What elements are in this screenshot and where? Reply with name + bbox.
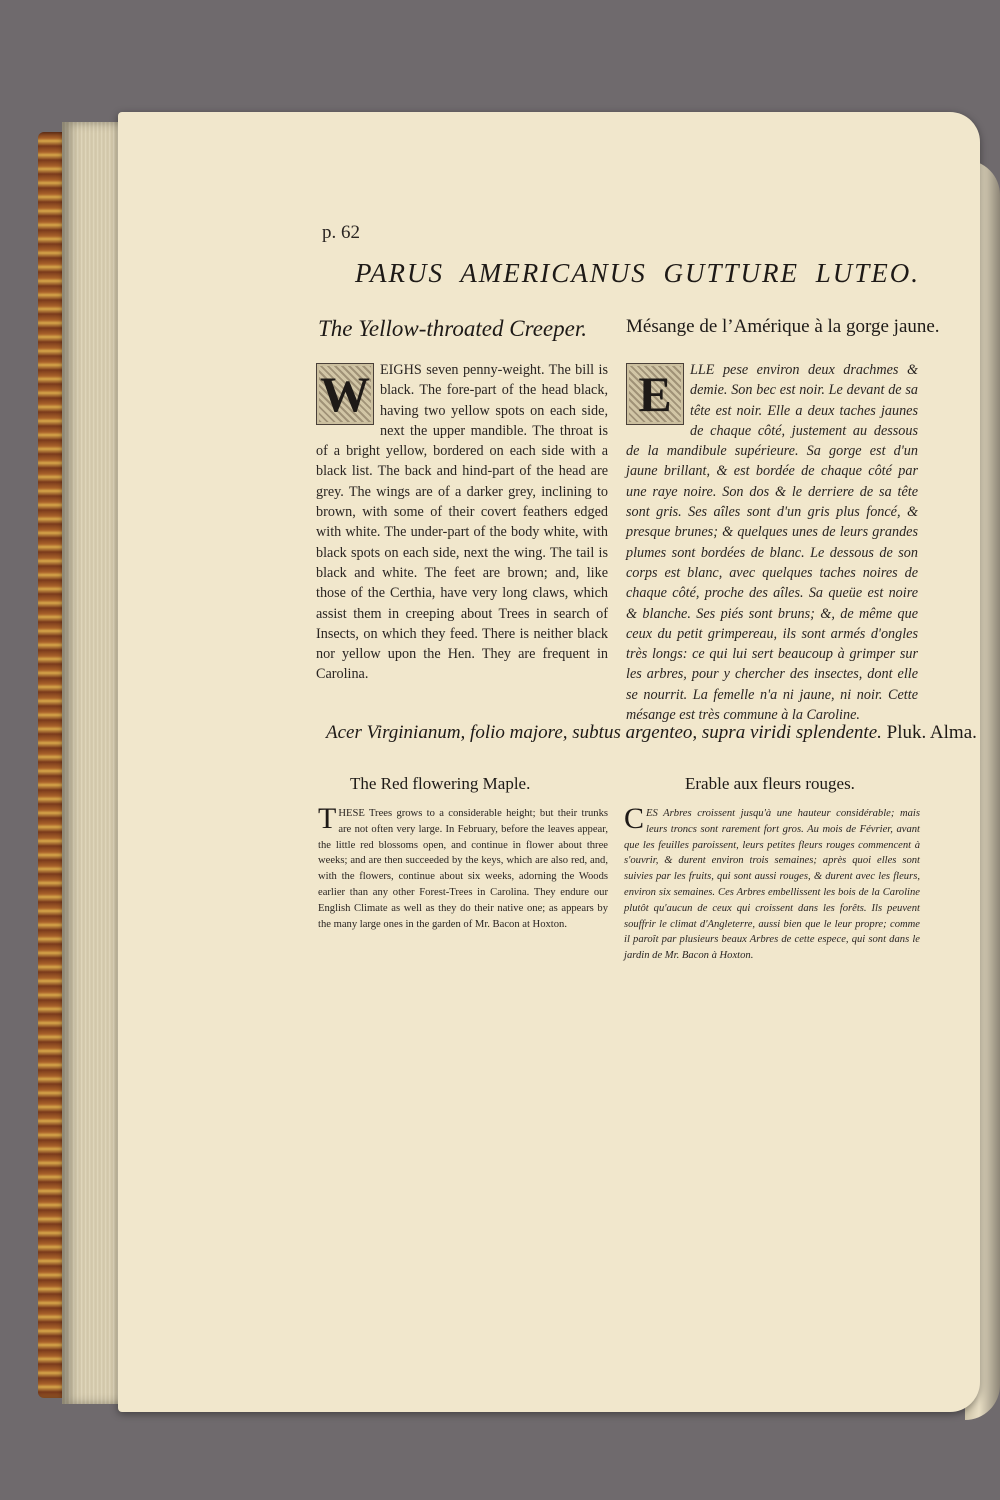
page-reference: p. 62 <box>322 222 360 243</box>
french-plant-description: CES Arbres croissent jusqu'à une hauteur considérable; mais leurs troncs sont rarement fort gros. Au mois de Février, avant que les feuilles paroissent, leurs petites fleurs rouges commencent à s'ouvrir, & durent environ trois semaines; après quoi elles sont suivies par les fruits, qui sont aussi rouges, & durent avec les fleurs, environ six semaines. Ces Arbres embellissent les bois de la Caroline plutôt qu'aucun de ceux qui croissent dans les forêts. Ils peuvent souffrir le climat d'Angleterre, aussi bien que le leur propre; comme il paroît par plusieurs beaux Arbres de cette espece, qui sont dans le jardin de Mr. Bacon à Hoxton. <box>624 802 920 962</box>
english-bird-heading: The Yellow-throated Creeper. <box>318 316 587 341</box>
french-bird-description: E LLE pese environ deux drachmes & demie. Son bec est noir. Le devant de sa tête est noir. Elle a deux taches jaunes de chaque côté, justement au dessous de la mandibule supérieure. Sa gorge est d'un jaune brillant, & est bordée de chaque côté par une raye noire. Son dos & le derriere de sa tête sont gris. Ses aîles sont d'un gris plus foncé, & presque brunes; & quelques unes de leurs grandes plumes sont bordées de blanc. Le dessous de son corps est blanc, avec quelques taches noires de chaque côté, proche des aîles. Sa queüe est noire & blanche. Ses piés sont bruns; &, de même que ceux du petit grimpereau, ils sont armés d'ongles très longs: ce qui lui sert beaucoup à grimper sur les arbres, pour y chercher des insectes, dont elle se nourrit. La femelle n'a ni jaune, ni noir. Cette mésange est très commune à la Caroline. <box>626 362 918 724</box>
species-title: PARUS AMERICANUS GUTTURE LUTEO. <box>355 258 921 288</box>
initial-c: C <box>624 802 645 835</box>
ornamental-initial-w: W <box>316 363 374 425</box>
english-bird-description: W EIGHS seven penny-weight. The bill is black. The fore-part of the head black, having two yellow spots on each side, next the upper mandible. The throat is of a bright yellow, bordered on each side with a black list. The back and hind-part of the head are grey. The wings are of a darker grey, inclining to brown, with some of their covert feathers edged with white. The under-part of the body white, with black spots on each side, next the wing. The tail is black and white. The feet are brown; and, like those of the Certhia, have very long claws, which assist them in creeping about Trees in search of Insects, on which they feed. There is neither black nor yellow upon the Hen. They are frequent in Carolina. <box>316 362 608 683</box>
page-stack <box>62 122 124 1404</box>
plant-latin-title: Acer Virginianum, folio majore, subtus argenteo, supra viridi splendente. Pluk. Alma. <box>326 722 977 743</box>
french-bird-heading: Mésange de l’Amérique à la gorge jaune. <box>626 316 940 337</box>
french-plant-heading: Erable aux fleurs rouges. <box>685 774 855 793</box>
initial-t: T <box>318 802 337 835</box>
english-plant-heading: The Red flowering Maple. <box>350 774 531 793</box>
english-plant-description: THESE Trees grows to a considerable height; but their trunks are not often very large. In February, before the leaves appear, the little red blossoms open, and continue in flower about three weeks; and are then succeeded by the keys, which are also red, and, with the flowers, continue about six weeks, adorning the Woods earlier than any other Forest-Trees in Carolina. They endure our English Climate as well as they do their native one; as appears by the many large ones in the garden of Mr. Bacon at Hoxton. <box>318 802 608 930</box>
book-page <box>118 112 980 1412</box>
ornamental-initial-e: E <box>626 363 684 425</box>
